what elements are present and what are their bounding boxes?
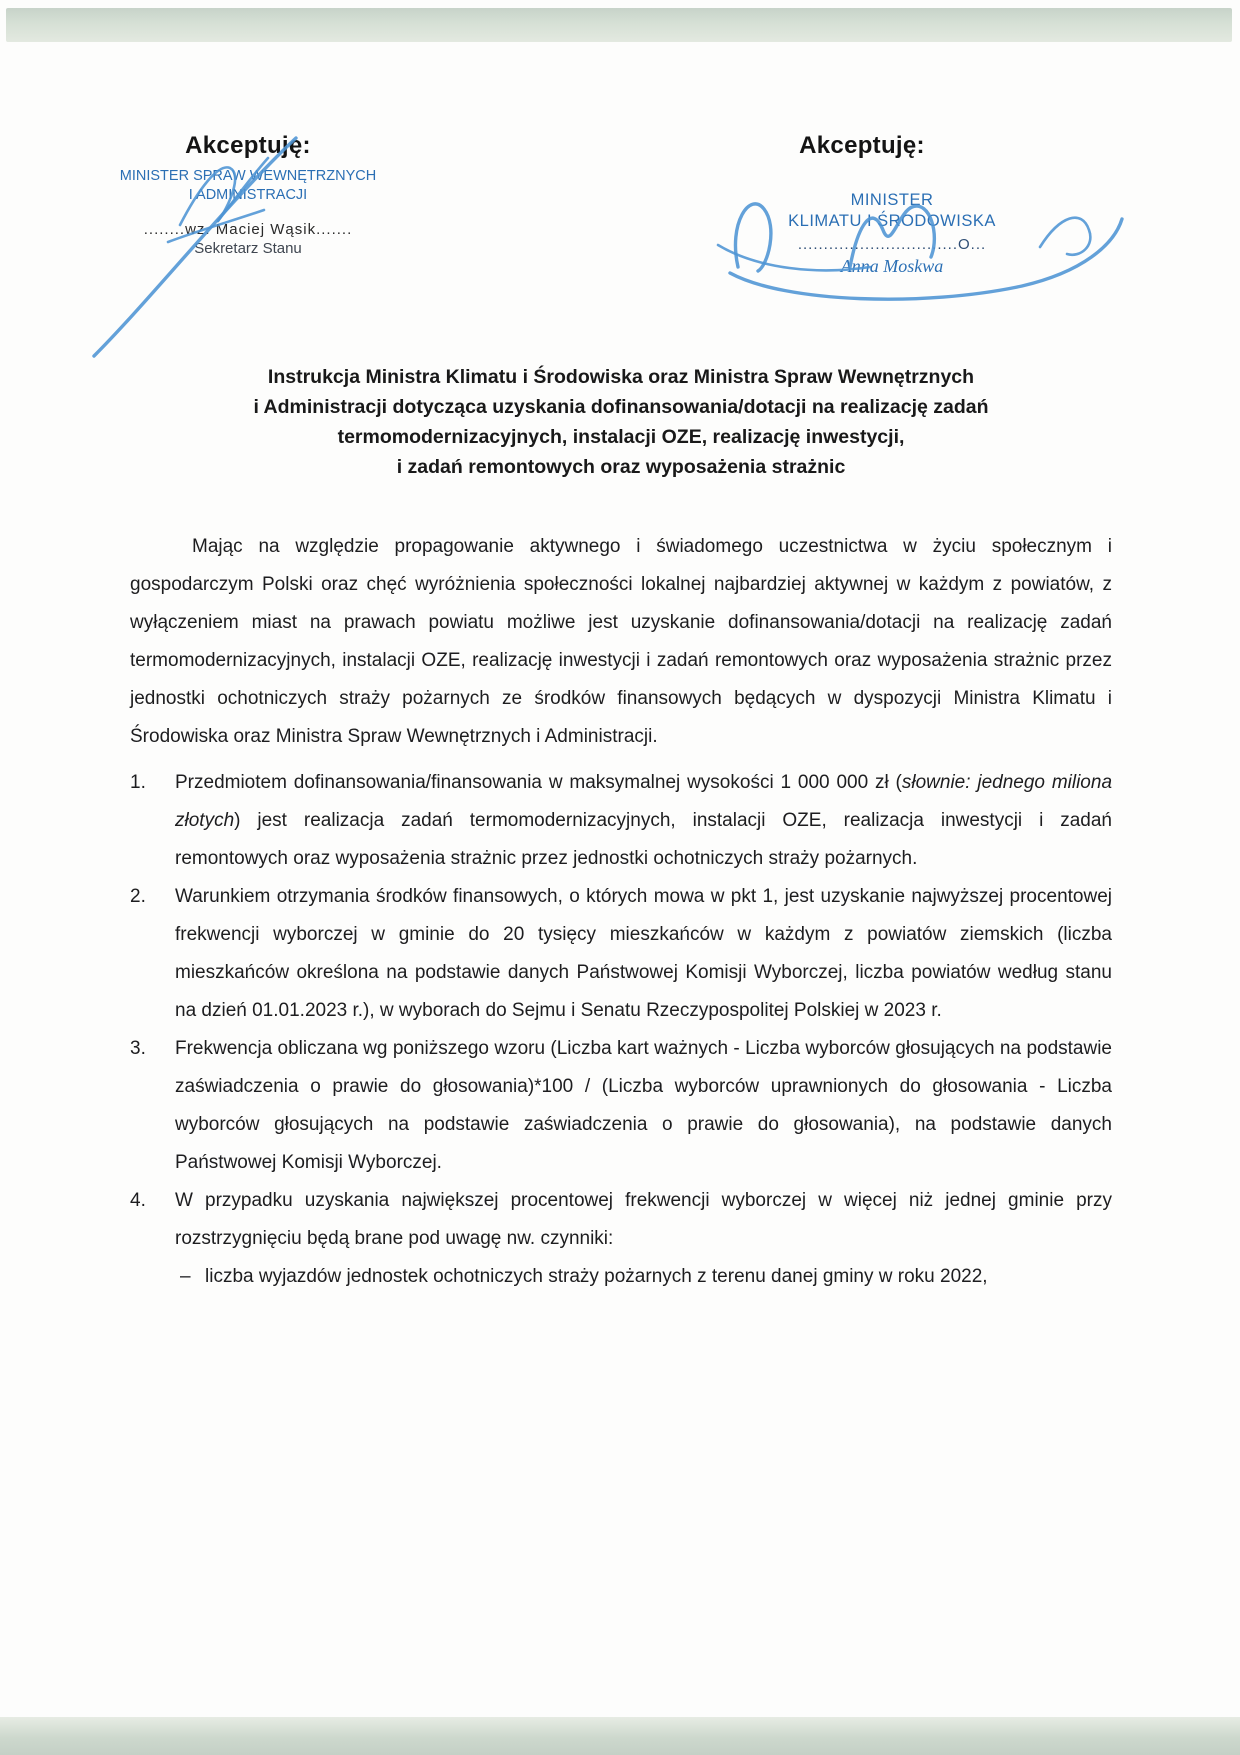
ministry-line-1: MINISTER	[850, 191, 934, 209]
list-item-text: Warunkiem otrzymania środków finansowych, o których mowa w pkt 1, jest uzyskanie najwyższej procentowej frekwencji wyborczej w gminie do 20 tysięcy mieszkańców w każdym z powiatów ziemskich (liczba mieszkańców określona na podstawie danych Państwowej Komisji Wyborczej, liczba powiatów według stanu na dzień 01.01.2023 r.), w wyborach do Sejmu i Senatu Rzeczypospolitej Polskiej w 2023 r.	[175, 886, 1112, 1021]
list-item-number: 2.	[130, 886, 146, 907]
ministry-line-2: I ADMINISTRACJI	[188, 187, 308, 203]
list-item-number: 1.	[130, 772, 146, 793]
dash-bullet: –	[180, 1266, 191, 1287]
list-item-number: 4.	[130, 1190, 146, 1211]
signature-dotted-line-right: ...............................O...	[797, 236, 987, 253]
list-item-text: W przypadku uzyskania największej procentowej frekwencji wyborczej w więcej niż jednej gminie przy rozstrzygnięciu będą brane pod uwagę nw. czynniki:	[175, 1190, 1112, 1249]
list-item-text-part: ) jest realizacja zadań termomodernizacyjnych, instalacji OZE, realizacja inwestycji i zadań remontowych oraz wyposażenia strażnic przez jednostki ochotniczych straży pożarnych.	[175, 810, 1112, 869]
ministry-name-right	[722, 190, 1062, 232]
signer-title-left: Sekretarz Stanu	[194, 240, 302, 257]
ministry-name-left	[118, 167, 378, 205]
list-item-text-part: Przedmiotem dofinansowania/finansowania w maksymalnej wysokości 1 000 000 zł (	[175, 772, 902, 793]
scan-artifact-top	[6, 8, 1232, 42]
title-line-4: i zadań remontowych oraz wyposażenia strażnic	[396, 456, 846, 478]
approval-block-right	[722, 132, 1062, 277]
accept-label-right: Akceptuję:	[799, 132, 925, 159]
signer-name-right: Anna Moskwa	[840, 256, 944, 276]
title-line-1: Instrukcja Ministra Klimatu i Środowiska oraz Ministra Spraw Wewnętrznych	[267, 366, 975, 388]
list-item-4	[130, 1182, 1112, 1258]
list-item-4-sub-bullet	[130, 1258, 1112, 1296]
intro-paragraph: Mając na względzie propagowanie aktywnego i świadomego uczestnictwa w życiu społecznym i gospodarczym Polski oraz chęć wyróżnienia społeczności lokalnej najbardziej aktywnej w każdym z powiatów, z wyłączeniem miast na prawach powiatu możliwe jest uzyskanie dofinansowania/dotacji na realizację zadań termomodernizacyjnych, instalacji OZE, realizację inwestycji i zadań remontowych oraz wyposażenia strażnic przez jednostki ochotniczych straży pożarnych ze środków finansowych będących w dyspozycji Ministra Klimatu i Środowiska oraz Ministra Spraw Wewnętrznych i Administracji.	[130, 536, 1112, 747]
list-item-text: Frekwencja obliczana wg poniższego wzoru (Liczba kart ważnych - Liczba wyborców głosujących na podstawie zaświadczenia o prawie do głosowania)*100 / (Liczba wyborców uprawnionych do głosowania - Liczba wyborców głosujących na podstawie zaświadczenia o prawie do głosowania), na podstawie danych Państwowej Komisji Wyborczej.	[175, 1038, 1112, 1173]
approval-block-left	[118, 132, 378, 257]
ministry-line-1: MINISTER SPRAW WEWNĘTRZNYCH	[119, 168, 377, 184]
list-item-text-italic: słownie: jednego miliona złotych	[175, 772, 1113, 831]
list-item-2	[130, 878, 1112, 1030]
list-item-3	[130, 1030, 1112, 1182]
title-line-2: i Administracji dotycząca uzyskania dofinansowania/dotacji na realizację zadań	[253, 396, 989, 418]
title-line-3: termomodernizacyjnych, instalacji OZE, realizację inwestycji,	[337, 426, 905, 448]
accept-label-left: Akceptuję:	[185, 132, 311, 159]
list-item-text	[175, 764, 1112, 878]
ministry-line-2: KLIMATU I ŚRODOWISKA	[788, 212, 996, 230]
numbered-list	[130, 764, 1112, 1296]
scan-artifact-bottom	[0, 1717, 1240, 1755]
list-item-number: 3.	[130, 1038, 146, 1059]
signature-dotted-line-left: ........wz. Maciej Wąsik.......	[143, 221, 353, 238]
document-title	[130, 362, 1112, 482]
document-body	[130, 362, 1112, 1296]
list-item-1	[130, 764, 1112, 878]
sub-bullet-text: liczba wyjazdów jednostek ochotniczych straży pożarnych z terenu danej gminy w roku 2022,	[205, 1266, 988, 1287]
